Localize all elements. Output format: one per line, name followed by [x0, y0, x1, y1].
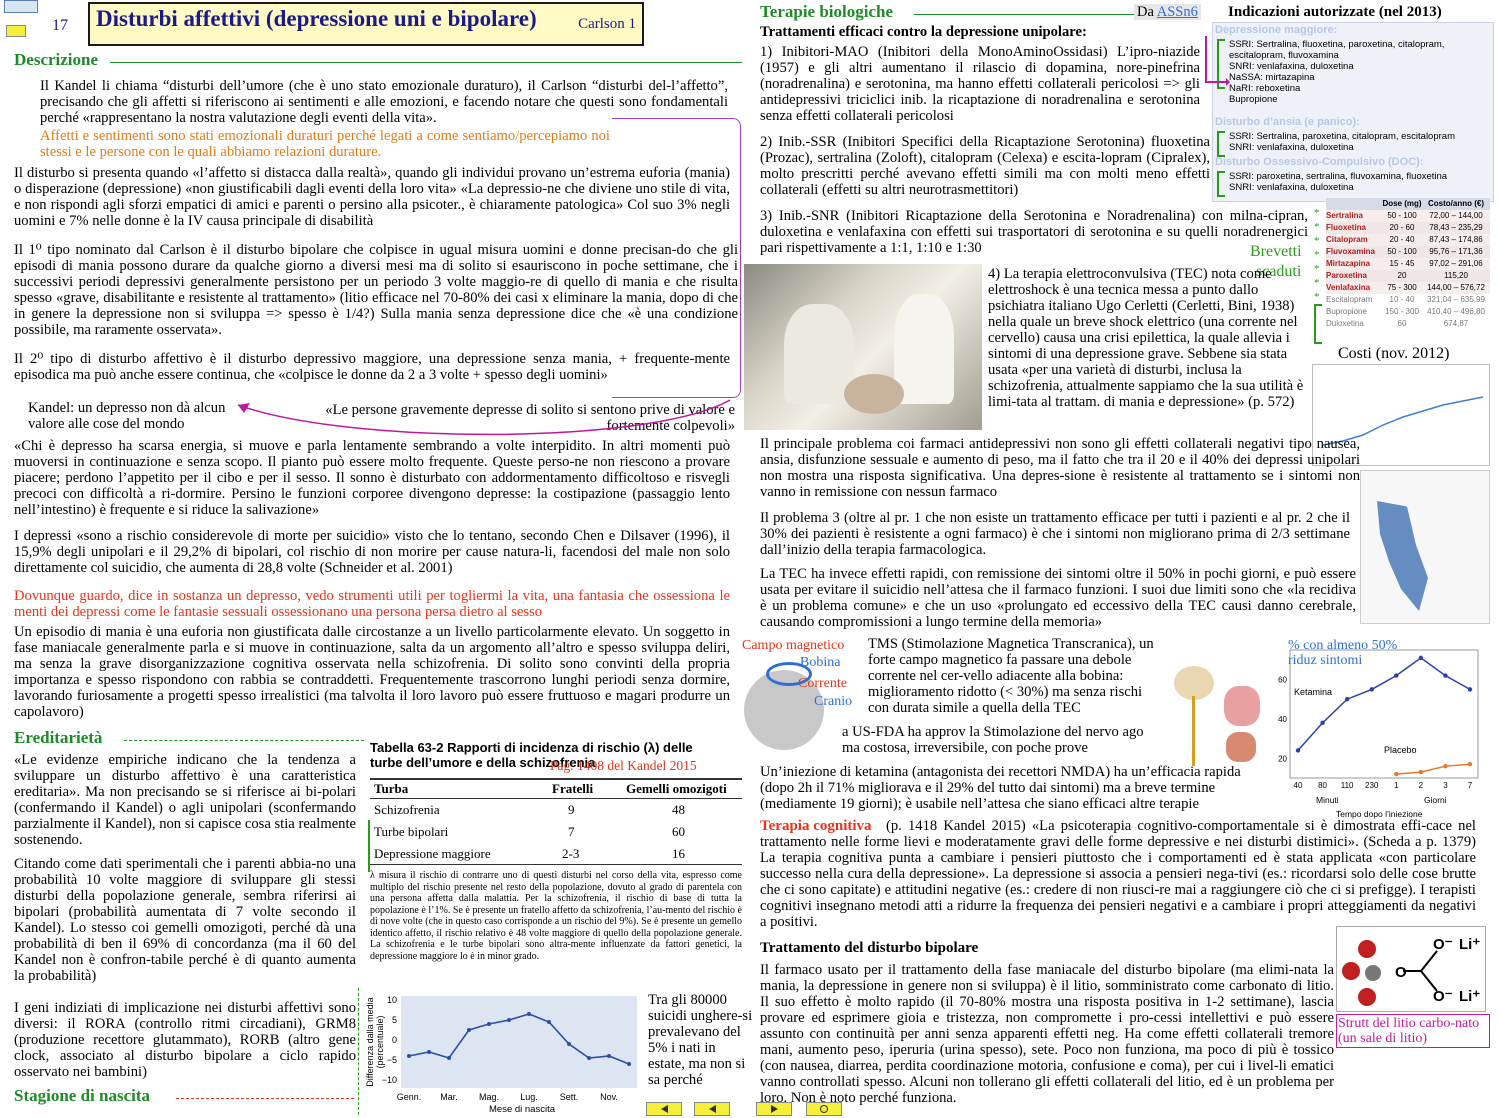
assn-link[interactable]: ASSn6 [1156, 4, 1198, 20]
ket-xtick: 7 [1467, 781, 1473, 790]
page-title: Disturbi affettivi (depressione uni e bipolare) [96, 6, 537, 31]
ketamine-chart-title: % con almeno 50% riduz sintomi [1288, 638, 1398, 668]
vagus-illustration [1154, 656, 1284, 768]
snr-paragraph: 3) Inib.-SNR (Inibitori Ricaptazione della Serotonina e Noradrenalina) con milna-cipran, duloxetina e venlafaxina con effetti sui trasportatori di serotonina e su quelli noradrenergici pari rispettivamente a 1:1, 1:10 e 1:30 [760, 208, 1308, 256]
ketamine-point [1443, 673, 1447, 677]
ket-ytick: 40 [1278, 714, 1287, 724]
previous-page-icon[interactable] [694, 1102, 730, 1116]
svg-text:O⁻: O⁻ [1433, 988, 1453, 1005]
birth-chart [358, 988, 645, 1115]
placebo-point [1468, 762, 1472, 766]
indicazioni-title: Indicazioni autorizzate (nel 2013) [1228, 4, 1442, 20]
birth-point [467, 1028, 471, 1032]
cost-table-row: Bupropione 150 - 300 410,40 – 496,80 [1326, 306, 1490, 318]
tec-rapidi-paragraph: La TEC ha invece effetti rapidi, con remissione dei sintomi oltre il 50% in pochi giorni, e può essere usata per evitare il suicidio nell’attesa che il farmaco funzioni. I suoi due limiti sono che «la recidiva è un problema comune» e che un uso «prolungato ed eccessivo della TEC causi danno cerebrale, causando compromissioni a lungo termine della memoria» [760, 566, 1356, 630]
minuti-label: Minuti [1316, 795, 1339, 805]
ket-ytick: 60 [1278, 675, 1287, 685]
kandel-table: Tabella 63-2 Rapporti di incidenza di rischio (λ) delle turbe dell’umore e della schizofrenia Pag. 1408 del Kandel 2015 Turba Fratelli Gemelli omozigoti Schizofrenia 9 48 Turbe bipolari 7 60 Depressione maggiore 2-3 16 λ misura il rischio di contrarre uno di questi disturbi nel corso della vita, espresso come multiplo del rischio presente nel resto della popolazione, dovuto al grado di parentela con una persona affetta dalla malattia. Per la schizofrenia, il rischio di base di tutta la popolazione è l’1%. Se è presente un fratello affetto da schizofrenia, l’au-mento del rischio è di nove volte (che in questo caso corrisponde a un rischio del 9%). Se è presente un gemello identico affetto, il rischio relativo è 48 volte maggiore di quello della popolazione generale. La schizofrenia e le turbe bipolari sono altra-mente influenzate da fattori genetici, la depressione maggiore lo è in minor grado. [370, 740, 742, 962]
ket-xtick: 40 [1293, 781, 1303, 790]
section-stagione: Stagione di nascita [14, 1086, 151, 1105]
ketamine-point [1345, 697, 1349, 701]
imao-paragraph: 1) Inibitori-MAO (Inibitori della MonoAminoOssidasi) L’ipro-niazide (1957) e gli altri aumentano il rilascio di dopamina, nore-pinefrina (noradrenalina) e serotonina, ma hanno effetti collaterali pericolosi => gli antidepressivi triciclici inib. la ricaptazione di noradrenalina e serotonina senza effetti collaterali pericolosi [760, 44, 1200, 124]
cognitiva-paragraph: (p. 1418 Kandel 2015) «La psicoterapia cognitivo-comportamentale si è dimostrata effi-cace nel trattamento nelle forme lievi e moderatamente gravi delle forme depressive e nei disturbi distimici». (Scheda a p. 1379) La terapia cognitiva punta a cambiare i pensieri piuttosto che i comportamenti ed è stata applicata «con particolare successo nella cura della depressione». La depressione si associa a pensieri nega-tivi (es.: ricordarsi solo delle cose brutte che ci sono capitate) e attitudini negative (es.: credere di non riusci-re mai a raggiungere ciò che ci si prefigge). I terapisti cognitivi insegnano metodi atti a ridurre la frequenza dei pensieri negativi e a cambiare i propri atteggiamenti da negativi a positivi. [760, 818, 1476, 930]
birth-xtick: Lug. [520, 1092, 538, 1102]
birth-chart-plot [359, 988, 645, 1115]
da-label: Da ASSn6 [1134, 4, 1201, 20]
campo-label: Campo magnetico [742, 638, 845, 653]
brevetti-label: Brevetti [1250, 243, 1302, 260]
kandel-note: Kandel: un depresso non dà alcun valore alle cose del mondo [28, 400, 226, 432]
birth-point [587, 1056, 591, 1060]
section-terapia-cognitiva: Terapia cognitiva [760, 818, 872, 834]
svg-text:Li⁺: Li⁺ [1459, 988, 1481, 1005]
ketamine-point [1468, 687, 1472, 691]
ketamine-point [1320, 721, 1324, 725]
birth-chart-xlabel: Mese di nascita [489, 1104, 556, 1115]
giorni-label: Giorni [1424, 795, 1447, 805]
birth-xtick: Mar. [440, 1092, 458, 1102]
cost-table-row: Paroxetina 20 115,20 [1326, 270, 1490, 282]
green-stars: * * * * * * * [1314, 207, 1320, 303]
birth-point [607, 1054, 611, 1058]
cranio-label: Cranio [814, 694, 853, 709]
birth-point [567, 1042, 571, 1046]
bipolare-paragraph: Il 1⁰ tipo nominato dal Carlson è il disturbo bipolare che colpisce in ugual misura uomini e donne precisan-do che gli episodi di mania possono durare da qualche giorno a diversi mesi ma di solito si esauriscono in poche settimane, che i successivi periodi depressivi generalmente persistono per un periodo 3 volte maggio-re di quello di mania e che risulta spesso «grave, disabilitante e resistente al trattamento» (litio efficace nel 70-80% dei casi x eliminare la mania, dopo di che in genere la depressione non si sviluppa => spesso è 1/4?) Sulla mania senza depressione dice che «è una condizione possibile, ma raramente osservata». [14, 242, 738, 338]
cost-table-row: Fluoxetina 20 - 60 78,43 – 235,29 [1326, 222, 1490, 234]
placebo-point [1419, 770, 1423, 774]
ket-xtick: 3 [1443, 781, 1448, 790]
birth-point [547, 1020, 551, 1024]
mania-paragraph: Un episodio di mania è una euforia non giustificata dalle circostanze a un livello particolarmente elevato. Un soggetto in fase maniacale generalmente parla e si muove in continuazione, salta da un argomento all’altro e spesso sviluppa deliri, ma senza la grave disorganizzazione cognitiva osservata nella schizofrenia. Di solito sono convinti della propria importanza e spesso rispondono con rabbia se contraddetti. Frequentemente trascorrono lunghi periodi senza dormire, lavorando furiosamente a progetti spesso irrealistici (ma talvolta il loro lavoro può essere fruttuoso e magari produrre un capolavoro) [14, 624, 730, 720]
birth-xtick: Sett. [559, 1092, 579, 1102]
birth-ytick: 5 [391, 1015, 397, 1025]
birth-xtick: Genn. [396, 1092, 422, 1102]
birth-point [507, 1018, 511, 1022]
ketamine-point [1296, 748, 1300, 752]
table-ref: Pag. 1408 del Kandel 2015 [550, 758, 697, 773]
energia-paragraph: «Chi è depresso ha scarsa energia, si muove e parla lentamente sembrando a volte interpidito. In altri momenti può muoversi in continuazione e senza scopo. Il pianto può essere molto frequente. Queste perso-ne non riescono a provare piacere; perdono l’appetito per il cibo e per il sesso. Il sonno è disturbato con addormentamento difficoltoso e risvegli precoci con difficoltà a ri-dormire. Persino le funzioni corporee divengono depresse: la costipazione (passaggio lento nell’intestino) è frequente e si riduce la salivazione» [14, 438, 730, 518]
ssr-paragraph: 2) Inib.-SSR (Inibitori Specifici della Ricaptazione Serotonina) fluoxetina (Prozac), sertralina (Zoloft), citalopram (Celexa) e escita-lopram (Cipralex), molto prescritti perché avevano effetti simili ma con molti meno effetti collaterali (effetti su altri neurotrasmettitori) [760, 134, 1210, 198]
section-descrizione: Descrizione [14, 50, 99, 69]
ketamine-point [1370, 687, 1374, 691]
ket-xtick: 80 [1318, 781, 1328, 790]
magenta-arrows [1200, 34, 1230, 94]
litio-caption: Strutt del litio carbo-nato (un sale di litio) [1336, 1014, 1490, 1048]
ketamina-paragraph: Un’iniezione di ketamina (antagonista dei recettori NMDA) ha un’efficacia rapida (dopo 2h il 71% migliorava e il 29% del tutto dai sintomi) ma a breve termine (mediamente 19 giorni); è usabile nell’attesa che siano efficaci altre terapie [760, 764, 1241, 812]
problema-paragraph: Il principale problema coi farmaci antidepressivi non sono gli effetti collaterali negativi tipo nausea, ansia, disfunzione sessuale e aumento di peso, ma il fatto che tra il 20 e il 40% dei depressi unipolari non mostra una risposta significativa. Una depres-sione è resistente al trattamento se i sintomi non vanno in remissione con nessun farmaco [760, 436, 1360, 500]
trattamenti-intro: Trattamenti efficaci contro la depressione unipolare: [760, 24, 1087, 40]
first-page-icon[interactable] [646, 1102, 682, 1116]
birth-xtick: Nov. [600, 1092, 618, 1102]
ereditarieta-paragraph-2: Citando come dati sperimentali che i parenti abbia-no una probabilità 10 volte maggiore di sviluppare gli stessi disturbi della popolazione generale, sembra riferirsi ai bipolari (probabilità aumentata di 7 volte secondo il Kandel). Lo stesso coi gemelli omozigoti, perché dà una probabilità di ben il 69% di concordanza (ma il 60 del Kandel non è confron-tabile perché è di quanto aumenta la probabilità) [14, 856, 356, 984]
scaduti-label: scaduti [1256, 263, 1302, 280]
birth-point [487, 1022, 491, 1026]
ketamine-legend: Ketamina [1294, 687, 1333, 697]
disturbo-paragraph: Il disturbo si presenta quando «l’affetto si distacca dalla realtà», quando gli individui provano un’estrema euforia (mania) o disperazione (depressione) «non giustificabili dagli eventi della loro vita» «La depressio-ne che diviene uno stile di vita, e non rispondi agli sforzi empatici di amici e parenti o persino alla psicoter., è chiaramente patologica» Col suo 3% negli uomini e 7% nelle donne è la IV causa principale di disabilità [14, 165, 730, 229]
section-terapie-biologiche: Terapie biologiche [760, 2, 894, 21]
tec-paragraph: 4) La terapia elettroconvulsiva (TEC) nota come elettroshock è una tecnica messa a punto dallo psichiatra italiano Ugo Cerletti (Cerletti, Bini, 1938) nella quale un breve shock elettrico (una corrente nel cervello) causa una crisi epilettica, la quale allevia i sintomi di una depressione grave. Sebbene sia stata usata «per una varietà di disturbi, inclusa la schizofrenia, attualmente sappiamo che la sua utilità è limi-tata al trattam. di mania e depressione» (p. 572) [988, 266, 1304, 410]
doc-thumb-small-icon[interactable] [6, 25, 26, 37]
placebo-legend: Placebo [1384, 745, 1417, 755]
ect-photo [744, 264, 982, 430]
tempo-label: Tempo dopo l’iniezione [1336, 809, 1423, 819]
bobina-label: Bobina [800, 655, 841, 670]
ket-xtick: 1 [1394, 781, 1399, 790]
placebo-point [1443, 764, 1447, 768]
ket-xtick: 110 [1340, 781, 1354, 790]
lithium-structure [1336, 926, 1486, 1012]
birth-ytick: −5 [386, 1055, 397, 1065]
tms-paragraph: TMS (Stimolazione Magnetica Transcranica), un forte campo magnetico fa passare una debole corrente nel cer-vello adiacente alla bobina: miglioramento ridotto (< 30%) ma senza rischi con durata simile a quella della TEC [868, 636, 1154, 716]
suicidio-paragraph: I depressi «sono a rischio considerevole di morte per suicidio» visto che lo tentano, secondo Chen e Dilsaver (1996), il 15,9% degli unipolari e il 29,2% di bipolari, col rischio di non morire per cause natura-li, facendosi del male non solo direttamente col suicidio, che aumenta di 28,8 volte (Schneider et al. 2001) [14, 528, 730, 576]
placebo-point [1394, 772, 1398, 776]
problema3-paragraph: Il problema 3 (oltre al pr. 1 che non esiste un trattamento efficace per tutti i pazienti e al pr. 2 che il 30% dei pazienti è resistente a ogni farmaco) è che i sintomi non migliorano prima di 2/3 settimane dall’inizio della terapia farmacologica. [760, 510, 1350, 558]
svg-text:Li⁺: Li⁺ [1459, 936, 1481, 953]
cost-table-row: Fluvoxamina 50 - 100 95,76 – 171,36 [1326, 246, 1490, 258]
cost-table-row: Mirtazapina 15 - 45 97,02 – 291,06 [1326, 258, 1490, 270]
birth-point [427, 1050, 431, 1054]
page-title-box [88, 2, 644, 46]
fantasia-paragraph: Dovunque guardo, dice in sostanza un depresso, vedo strumenti utili per togliermi la vita, una fantasia che ossessiona le menti dei depressi come le fantasie sessuali ossessionano una persona persa dietro al sesso [14, 588, 730, 620]
doc-thumb-icon[interactable] [4, 0, 38, 13]
ketamine-chart [1274, 636, 1486, 818]
ket-xtick: 2 [1418, 781, 1424, 790]
cost-table-row: Citalopram 20 - 40 87,43 – 174,86 [1326, 234, 1490, 246]
svg-text:O⁻: O⁻ [1433, 936, 1453, 953]
birth-point [627, 1062, 631, 1066]
page-number: 17 [52, 17, 68, 34]
drug-indications-panel: Depressione maggiore: SSRI: Sertralina, fluoxetina, paroxetina, citalopram, escitalopram, fluvoxamina SNRI: venlafaxina, duloxetina NaSSA: mirtazapina NaRI: reboxetina Bupropione Disturbo d’ansia (e panico): SSRI: Sertralina, paroxetina, citalopram, escitalopram SNRI: venlafaxina, duloxetina Disturbo Ossessivo-Compulsivo (DOC): SSRI: paroxetina, sertralina, fluvoxamina, fluoxetina SNRI: venlafaxina, duloxetina [1212, 22, 1494, 202]
ereditarieta-paragraph-1: «Le evidenze empiriche indicano che la tendenza a sviluppare un disturbo affettivo è una caratteristica ereditaria». Ma non precisando se si riferisce ai bi-polari (confermando il Kandel) o agli unipolari (sconfermando parzialmente il Kandel), non si capisce cosa stia realmente sostenendo. [14, 752, 356, 848]
birth-ytick: 10 [386, 995, 397, 1005]
depressivo-paragraph: Il 2⁰ tipo di disturbo affettivo è il disturbo depressivo maggiore, una depressione senza mania, + frequente-mente episodica ma può anche essere continua, che «colpisce le donne da 2 a 3 volte + spesso degli uomini» [14, 351, 730, 383]
table-caption: Tabella 63-2 Rapporti di incidenza di rischio (λ) delle turbe dell’umore e della schizofrenia [370, 740, 693, 770]
cost-table-row: Duloxetina 60 674,87 [1326, 318, 1490, 330]
birth-ytick: 0 [391, 1035, 397, 1045]
page-author: Carlson 1 [578, 16, 636, 32]
vago-paragraph: a US-FDA ha approv la Stimolazione del nervo ago ma costosa, irreversibile, con poche prove [842, 724, 1144, 756]
ket-xtick: 230 [1365, 781, 1379, 790]
cost-table-row: Escitalopram 10 - 40 321,04 – 635,99 [1326, 294, 1490, 306]
cost-table-row: Venlafaxina 75 - 300 144,00 – 576,72 [1326, 282, 1490, 294]
section-trattamento-bipolare: Trattamento del disturbo bipolare [760, 940, 979, 956]
corrente-label: Corrente [798, 676, 847, 691]
birth-xtick: Mag. [478, 1092, 500, 1102]
affetti-paragraph: Affetti e sentimenti sono stati emozionali duraturi perché legati a come sentiamo/percepiamo noi stessi e le persone con le quali abbiamo relazioni durature. [40, 128, 610, 160]
quote-valore: «Le persone gravemente depresse di solito si sentono prive di valore e fortemente colpevoli» [325, 402, 735, 434]
cost-table-row: Sertralina 50 - 100 72,00 – 144,00 [1326, 210, 1490, 222]
suicidi-note: Tra gli 80000 suicidi unghere-si prevalevano del 5% i nati in estate, ma non si sa perché [648, 992, 753, 1088]
birth-chart-ylabel: Differenza dalla media (percentuale) [365, 997, 385, 1087]
birth-ytick: −10 [381, 1075, 397, 1085]
ket-ytick: 20 [1278, 754, 1287, 764]
birth-point [407, 1054, 411, 1058]
cost-table: Dose (mg) Costo/anno (€) Sertralina 50 - 100 72,00 – 144,00 Fluoxetina 20 - 60 78,43 – 235,29 Citalopram 20 - 40 87,43 – 174,86 Fluvoxamina 50 - 100 95,76 – 171,36 Mirtazapina 15 - 45 97,02 – 291,06 Paroxetina 20 115,20 Venlafaxina 75 - 300 144,00 – 576,72 Escitalopram 10 - 40 321,04 – 635,99 Bupropione 150 - 300 410,40 – 496,80 Duloxetina 60 674,87 [1326, 198, 1490, 330]
birth-point [527, 1012, 531, 1016]
bipolare-trattamento-paragraph: Il farmaco usato per il trattamento della fase maniacale del disturbo bipolare (ma elimi-nata la mania, la depressione in genere non si sviluppa) è il litio, somministrato come carbonato di litio. Il suo effetto è molto rapido (il 70-80% mostra una risposta positiva in 1-2 settimane), lascia provare ed esprimere gioia e tristezza, non compromette i pro-cessi intellettivi e può essere assunto con continuità per anni senza apparenti effetti neg. Ha come effetti collaterali tremore mani, aumento peso, iperuria (urina spesso), sete. Poco non funziona, ma poco di più è tossico (con nausea, diarrea, perdita coordinazione motoria, confusione e coma), per cui i livel-li ematici vanno controllati spesso. Alcuni non tollerano gli effetti collaterali del litio, ed è un problema per loro. Non è noto perché funziona. [760, 962, 1334, 1106]
ketamine-point [1394, 673, 1398, 677]
costi-label: Costi (nov. 2012) [1338, 345, 1450, 362]
svg-text:O: O [1395, 964, 1407, 981]
geni-paragraph: I geni indiziati di implicazione nei disturbi affettivi sono diversi: il RORA (controllo ritmi circadiani), GRM8 (produzione recettore glutammato), RORB (altro gene clock, associato al disturbo bipolare a ciclo rapido osservato nei bambini) [14, 1000, 356, 1080]
section-ereditarieta: Ereditarietà [14, 728, 103, 747]
italy-map [1360, 470, 1490, 624]
birth-point [447, 1056, 451, 1060]
intro-paragraph: Il Kandel li chiama “disturbi dell’umore (che è uno stato emozionale duraturo), il Carlson “disturbi del-l’affetto”, precisando che gli affetti si riferiscono ai sentimenti e alle emozioni, e facendo notare che questi sono fondamentali perché «rappresentano la nostra valutazione degli eventi della vita». [40, 78, 728, 126]
table-note: λ misura il rischio di contrarre uno di questi disturbi nel corso della vita, espresso come multiplo del rischio presente nel resto della popolazione, dovuto al grado di parentela con una persona affetta dalla malattia. Per la schizofrenia, il rischio di base di tutta la popolazione è l’1%. Se è presente un fratello affetto da schizofrenia, l’au-mento del rischio è di nove volte (che in questo caso corrisponde a un rischio del 9%). Se è presente un gemello identico affetto, il rischio relativo è 48 volte maggiore di quello della popolazione generale. La schizofrenia e le turbe bipolari sono altra-mente influenzate da fattori genetici, la depressione maggiore lo è in minor grado. [370, 870, 742, 962]
